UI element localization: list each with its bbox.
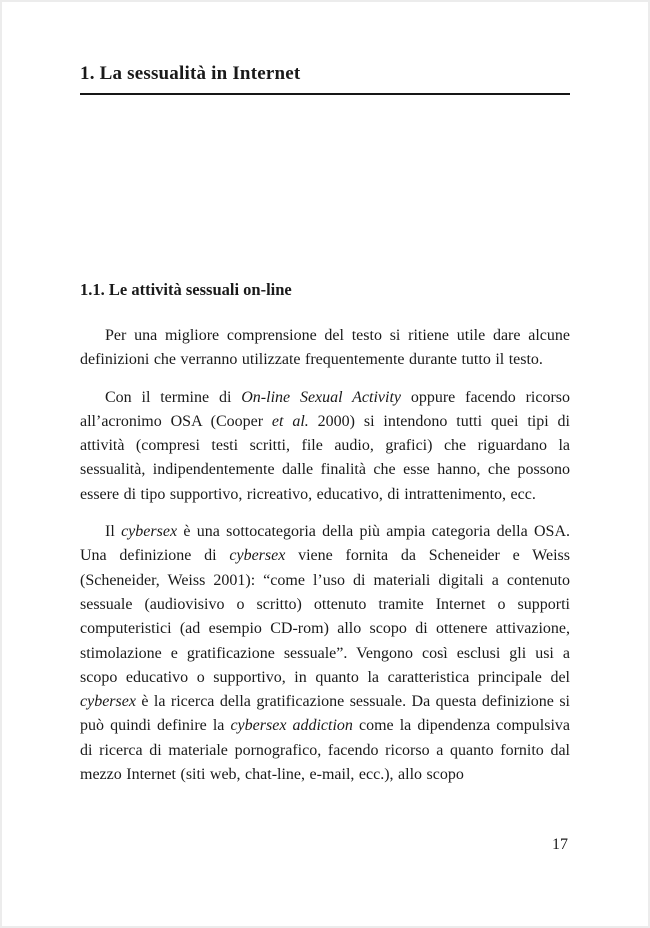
text-run: è una sottocategoria della più ampia categoria della OSA. Una definizione di [80, 523, 570, 565]
italic-term: cybersex addiction [230, 717, 353, 735]
italic-term: cybersex [229, 547, 286, 565]
section-heading: 1.1. Le attività sessuali on-line [80, 280, 292, 299]
text-run: è la ricerca della gratificazione sessuale. Da questa definizione si può quindi definire la [80, 693, 570, 735]
text-run: come la dipendenza compulsiva di ricerca di materiale pornografico, facendo ricorso a quanto fornito dal mezzo Internet (siti web, chat-line, e-mail, ecc.), allo scopo [80, 717, 570, 784]
text-run: Per una migliore comprensione del testo si ritiene utile dare alcune definizioni che verranno utilizzate frequentemente durante tutto il testo. [80, 327, 570, 369]
text-run: Con il termine di [105, 388, 242, 406]
paragraph-3 [80, 520, 570, 787]
italic-term: et al. [271, 412, 309, 430]
body-text [80, 324, 570, 787]
text-run: Il [105, 523, 122, 541]
text-run: viene fornita da Scheneider e Weiss (Scheneider, Weiss 2001): “come l’uso di materiali digitali a contenuto sessuale (audiovisivo o scritto) ottenuto tramite Internet o supporti computeristici (ad esempio CD-rom) allo scopo di ottenere attivazione, stimolazione e gratificazione sessuale”. Vengono così esclusi gli usi a scopo educativo o supportivo, in quanto la caratteristica principale del [80, 547, 571, 686]
italic-term: On-line Sexual Activity [241, 388, 402, 406]
page-content [2, 2, 648, 787]
chapter-title: 1. La sessualità in Internet [80, 63, 301, 84]
text-run: oppure facendo ricorso all’acronimo OSA (Cooper [80, 388, 571, 430]
title-rule [80, 93, 570, 95]
paragraph-1 [80, 324, 570, 373]
page-number: 17 [552, 836, 568, 853]
text-run: 2000) si intendono tutti quei tipi di attività (compresi testi scritti, file audio, grafici) che riguardano la sessualità, indipendentemente dalle finalità che esse hanno, che possono essere di tipo supportivo, ricreativo, educativo, di intrattenimento, ecc. [80, 412, 571, 503]
italic-term: cybersex [80, 693, 136, 711]
paragraph-2 [80, 386, 570, 507]
italic-term: cybersex [121, 523, 178, 541]
